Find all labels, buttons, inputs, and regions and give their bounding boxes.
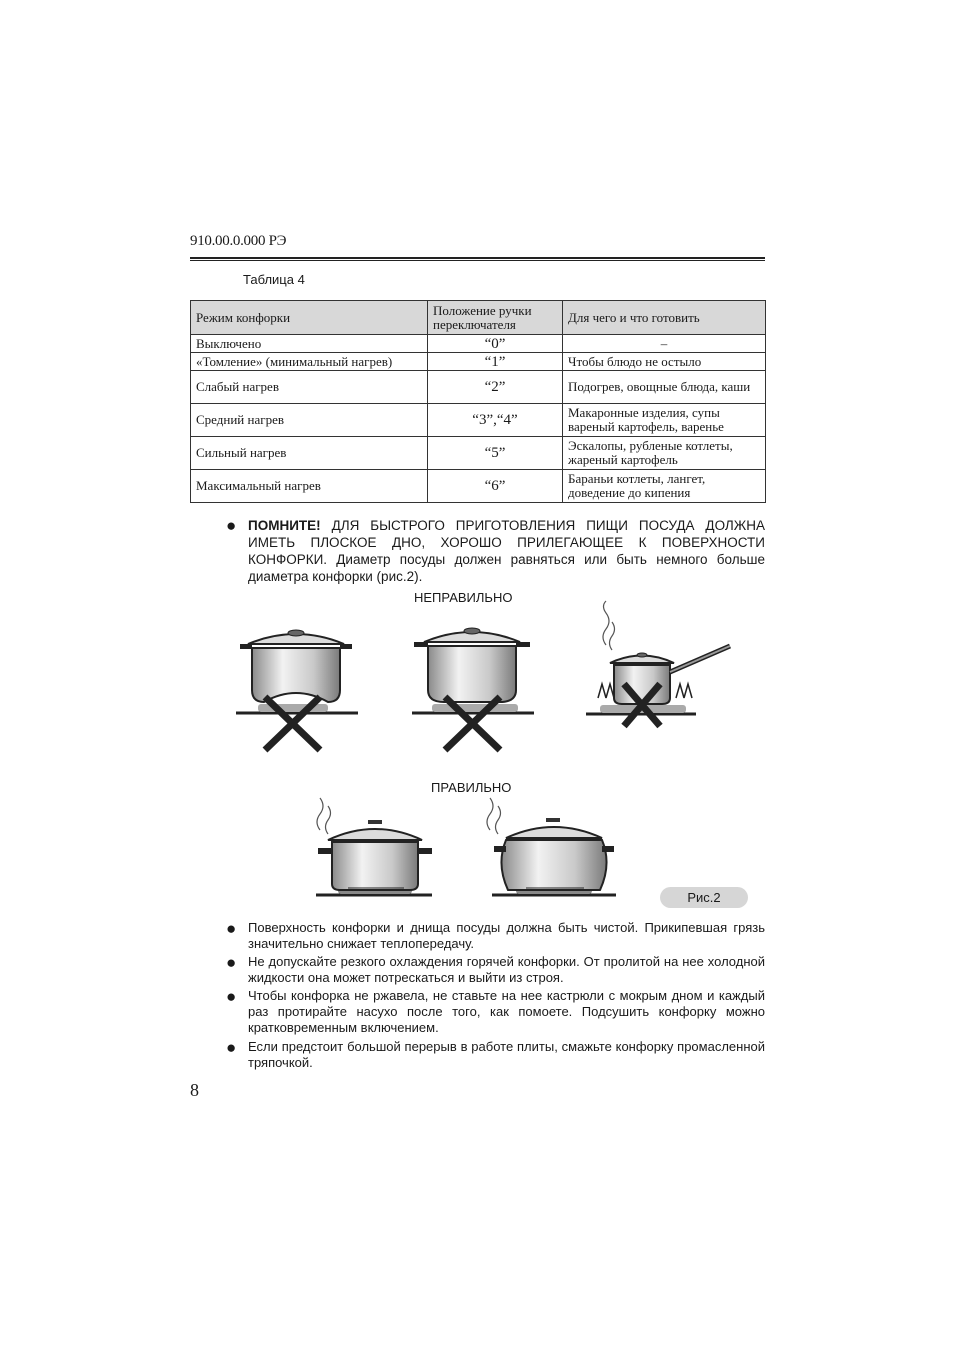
position-cell: “2” [428,371,563,404]
tip-paragraph: Не допускайте резкого охлаждения горячей конфорки. От пролитой на нее холодной жидкости она может потрескаться и выйти из строя. [248,954,765,985]
purpose-cell: Макаронные изделия, супы вареный картофель, варенье [563,404,766,437]
purpose-cell: – [563,335,766,353]
mode-cell: Средний нагрев [191,404,428,437]
tip-paragraph: Если предстоит большой перерыв в работе плиты, смажьте конфорку промасленной тряпочкой. [248,1039,765,1070]
position-cell: “5” [428,437,563,470]
tip-paragraph: Поверхность конфорки и днища посуды должна быть чистой. Прикипевшая грязь значительно снижает теплопередачу. [248,920,765,951]
column-header-mode: Режим конфорки [191,301,428,335]
right-pot-1 [316,798,432,895]
wrong-label: НЕПРАВИЛЬНО [414,590,513,605]
bullet-icon: ● [226,953,237,972]
tip-paragraph: Чтобы конфорка не ржавела, не ставьте на нее кастрюли с мокрым дном и каждый раз протирайте насухо после того, как помоете. Подсушить конфорку можно кратковременным включением. [248,988,765,1035]
position-cell: “1” [428,353,563,371]
purpose-cell: Бараньи котлеты, лангет, доведение до кипения [563,470,766,503]
mode-cell: Максимальный нагрев [191,470,428,503]
page-number: 8 [190,1080,199,1100]
notice-text: ДЛЯ БЫСТРОГО ПРИГОТОВЛЕНИЯ ПИЩИ ПОСУДА ДОЛЖНА ИМЕТЬ ПЛОСКОЕ ДНО, ХОРОШО ПРИЛЕГАЮЩЕЕ К ПОВЕРХНОСТИ КОНФОРКИ. Диаметр посуды должен равняться или быть немного больше диаметра конфорки (рис.2). [248,518,765,584]
wrong-pot-2 [412,628,534,750]
position-cell: “3”,“4” [428,404,563,437]
table-caption: Таблица 4 [243,272,305,287]
right-pot-2 [487,798,616,895]
notice-lead: ПОМНИТЕ! [248,518,321,533]
bullet-icon: ● [226,987,237,1006]
bullet-icon: ● [226,516,237,535]
position-cell: “6” [428,470,563,503]
position-cell: “0” [428,335,563,353]
document-code: 910.00.0.000 РЭ [190,233,287,249]
wrong-pot-1 [236,630,358,750]
purpose-cell: Эскалопы, рубленые котлеты, жареный картофель [563,437,766,470]
mode-cell: Сильный нагрев [191,437,428,470]
purpose-cell: Чтобы блюдо не остыло [563,353,766,371]
mode-cell: Выключено [191,335,428,353]
mode-cell: Слабый нагрев [191,371,428,404]
figure-caption: Рис.2 [660,887,748,908]
column-header-position: Положение ручки переключателя [428,301,563,335]
bullet-icon: ● [226,919,237,938]
column-header-purpose: Для чего и что готовить [563,301,766,335]
bullet-icon: ● [226,1038,237,1057]
mode-cell: «Томление» (минимальный нагрев) [191,353,428,371]
right-label: ПРАВИЛЬНО [431,780,512,795]
wrong-pot-3 [586,601,730,726]
purpose-cell: Подогрев, овощные блюда, каши [563,371,766,404]
